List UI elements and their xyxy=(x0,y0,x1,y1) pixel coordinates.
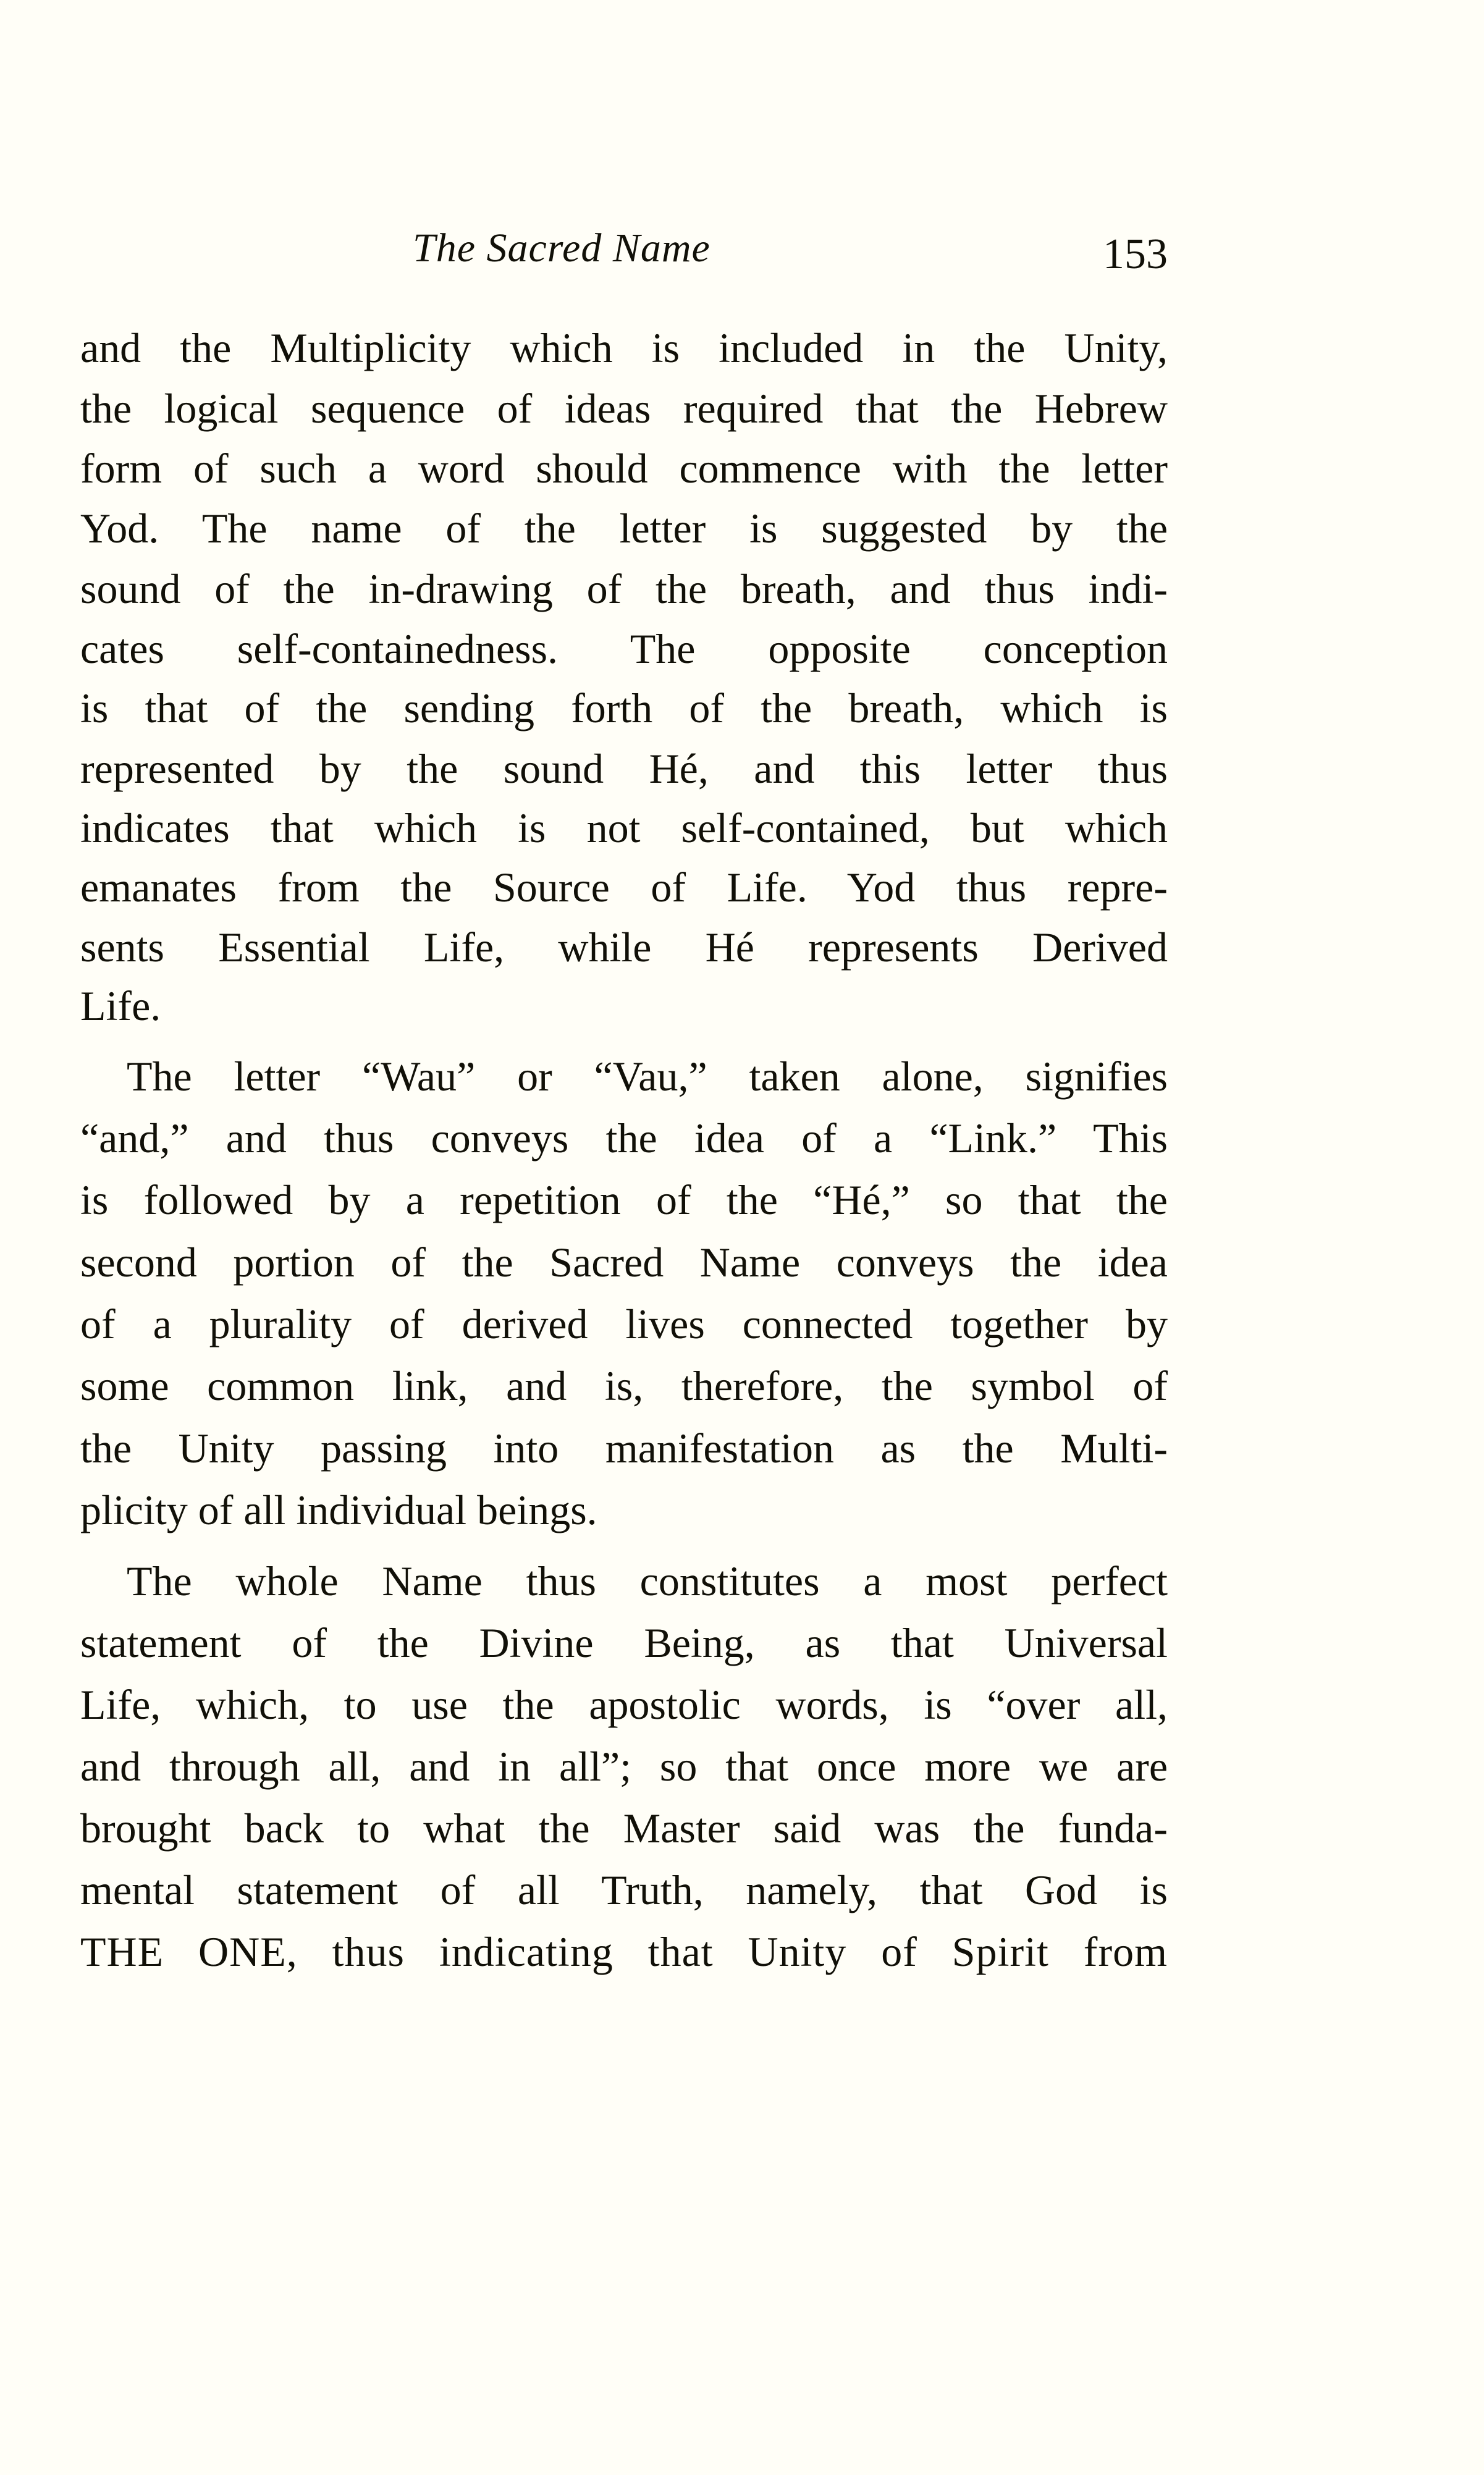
text-line: some common link, and is, therefore, the symbol of xyxy=(80,1362,1168,1409)
text-line: indicates that which is not self-contained, but which xyxy=(80,804,1168,851)
text-line: Life. xyxy=(80,982,161,1029)
text-line: represented by the sound Hé, and this letter thus xyxy=(80,745,1168,792)
running-title: The Sacred Name xyxy=(413,226,710,271)
text-line: plicity of all individual beings. xyxy=(80,1486,597,1533)
text-line: and through all, and in all”; so that once more we are xyxy=(80,1743,1168,1790)
text-line: emanates from the Source of Life. Yod thus repre- xyxy=(80,864,1168,911)
text-line: the Unity passing into manifestation as the Multi- xyxy=(80,1425,1168,1472)
text-line: “and,” and thus conveys the idea of a “Link.” This xyxy=(80,1115,1168,1162)
text-line: form of such a word should commence with the letter xyxy=(80,445,1168,492)
text-line: statement of the Divine Being, as that Universal xyxy=(80,1619,1168,1666)
text-line: is that of the sending forth of the breath, which is xyxy=(80,685,1168,732)
text-line: THE ONE, thus indicating that Unity of Spirit from xyxy=(80,1928,1168,1975)
text-line: cates self-containedness. The opposite conception xyxy=(80,625,1168,672)
text-line: second portion of the Sacred Name conveys the idea xyxy=(80,1239,1168,1286)
text-line: the logical sequence of ideas required that the Hebrew xyxy=(80,385,1168,432)
text-line: sound of the in-drawing of the breath, and thus indi- xyxy=(80,565,1168,612)
text-line: is followed by a repetition of the “Hé,” so that the xyxy=(80,1176,1168,1223)
text-line: brought back to what the Master said was the funda- xyxy=(80,1805,1168,1852)
text-line: of a plurality of derived lives connected together by xyxy=(80,1301,1168,1347)
text-line: mental statement of all Truth, namely, that God is xyxy=(80,1866,1168,1913)
text-line: and the Multiplicity which is included in the Unity, xyxy=(80,324,1168,371)
text-line: The whole Name thus constitutes a most perfect xyxy=(127,1558,1168,1604)
text-line: Life, which, to use the apostolic words, is “over all, xyxy=(80,1681,1168,1728)
text-line: The letter “Wau” or “Vau,” taken alone, signifies xyxy=(127,1053,1168,1100)
text-line: Yod. The name of the letter is suggested by the xyxy=(80,505,1168,552)
text-line: sents Essential Life, while Hé represents Derived xyxy=(80,924,1168,971)
page-number: 153 xyxy=(1103,230,1168,278)
